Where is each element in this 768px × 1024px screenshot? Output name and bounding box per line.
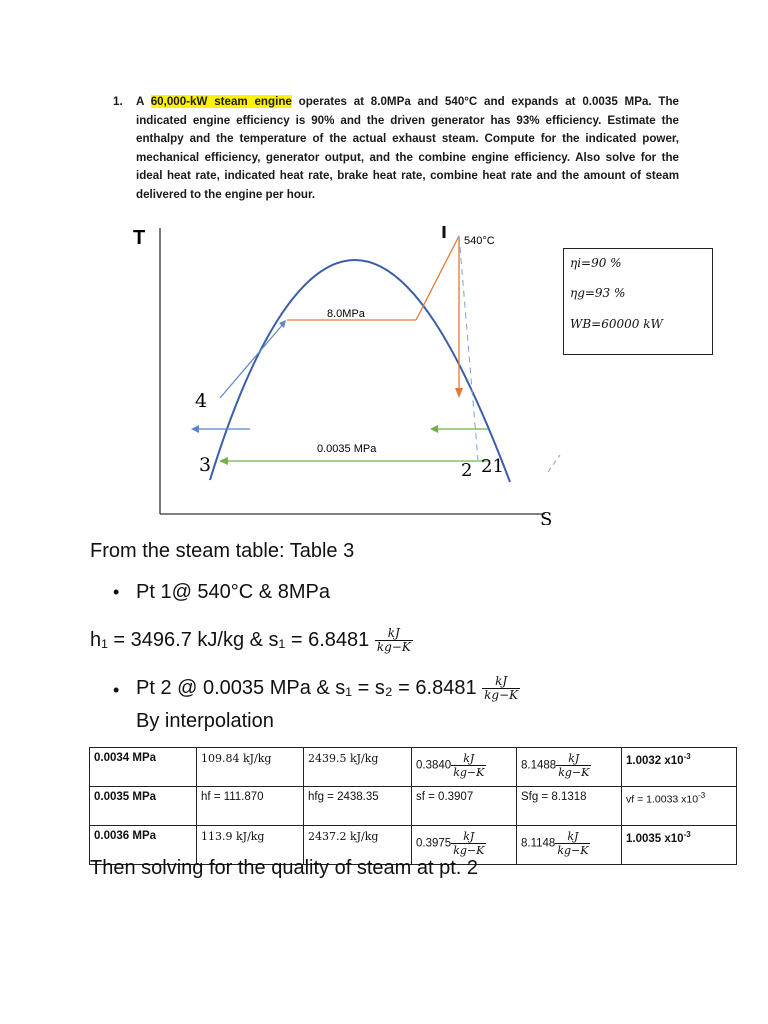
actual-expansion-dashed [459, 236, 478, 460]
steam-table-heading: From the steam table: Table 3 [90, 540, 355, 562]
h1-text: h₁ = 3496.7 kJ/kg & s₁ = 6.8481 [90, 628, 370, 651]
eta-g: ηg=93 % [570, 286, 626, 300]
temperature-label: 540°C [464, 235, 495, 247]
point-2-label: 2 [461, 460, 473, 481]
problem-lead: A [136, 95, 151, 108]
h1-line [90, 627, 413, 654]
s-axis-label: S [540, 509, 553, 525]
given-values-box [563, 248, 713, 355]
high-pressure-label: 8.0MPa [327, 308, 365, 320]
table-row: 0.0036 MPa 113.9 kJ/kg 2437.2 kJ/kg 0.3975 $\frac{kJ}{kg-K}$ 8.1148 $\frac{kJ}{kg-K}$ 1.0035 $x10^{-3}$ [90, 826, 737, 865]
unit-fraction-2: $\frac{kJ}{kg-K}$ [484, 674, 519, 702]
bullet-1: • [113, 582, 120, 602]
point-3-label: 3 [199, 454, 212, 476]
superheat-line [416, 236, 459, 320]
table-row: 0.0035 MPa hf = 111.870 hfg = 2438.35 sf = 0.3907 Sfg = 8.1318 vf = 1.0033 $x10^{-3}$ [90, 787, 737, 826]
bullet-2: • [113, 680, 120, 700]
problem-body [136, 93, 679, 205]
low-pressure-label: 0.0035 MPa [317, 443, 377, 455]
pt2-line [136, 675, 520, 702]
quality-text: Then solving for the quality of steam at pt. 2 [90, 857, 478, 879]
problem-number: 1. [113, 95, 123, 108]
eta-i: ηi=90 % [570, 256, 622, 270]
pump-arrow [220, 323, 284, 398]
highlighted-phrase: 60,000-kW steam engine [150, 95, 292, 108]
problem-statement [113, 93, 679, 205]
interpolation-table [89, 747, 737, 865]
expansion-arrowhead [455, 388, 463, 398]
point-4-label: 4 [195, 390, 208, 412]
table-row: 0.0034 MPa 109.84 kJ/kg 2439.5 kJ/kg 0.3840 $\frac{kJ}{kg-K}$ 8.1488 $\frac{kJ}{kg-K}$ 1.0032 $x10^{-3}$ [90, 748, 737, 787]
unit-fraction: $\frac{kJ}{kg-K}$ [376, 626, 411, 654]
pt2-text: Pt 2 @ 0.0035 MPa & s₁ = s₂ = 6.8481 [136, 676, 477, 699]
interpolation-text: By interpolation [136, 710, 274, 732]
point-21-label: 21 [481, 456, 504, 477]
pt1-text: Pt 1@ 540°C & 8MPa [136, 581, 330, 603]
problem-text: operates at 8.0MPa and 540°C and expands at 0.0035 MPa. The indicated engine efficiency is 90% and the driven generator has 93% efficiency. Estimate the enthalpy and the temperature of the actual exhaust steam. Compute for the indicated power, mechanical efficiency, generator output, and the combine engine efficiency. Also solve for the ideal heat rate, indicated heat rate, brake heat rate, combine heat rate and the amount of steam delivered to the engine per hour. [136, 95, 679, 201]
t-axis-label: T [133, 227, 146, 249]
brake-work: WB=60000 kW [570, 317, 663, 331]
